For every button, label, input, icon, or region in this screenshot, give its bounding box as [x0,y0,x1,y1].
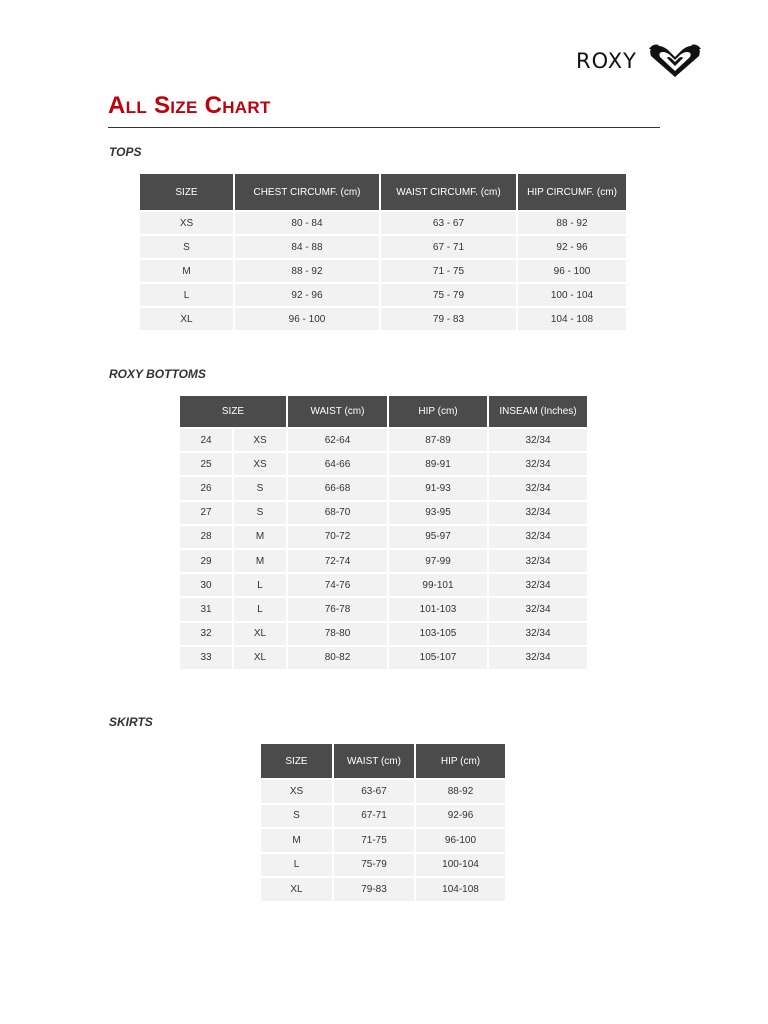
tops-header-cell: HIP CIRCUMF. (cm) [518,174,626,210]
table-cell: XS [234,429,286,451]
table-cell: 96 - 100 [518,260,626,282]
bottoms-size-table [178,394,589,671]
table-cell: 32/34 [489,429,587,451]
table-row [180,453,587,475]
table-cell: 25 [180,453,232,475]
table-cell: 62-64 [288,429,387,451]
table-cell: 96-100 [416,829,505,852]
table-cell: 32/34 [489,598,587,620]
table-cell: 72-74 [288,550,387,572]
table-cell: 32/34 [489,502,587,524]
bottoms-section-label: ROXY BOTTOMS [109,367,206,381]
table-cell: 93-95 [389,502,487,524]
table-cell: 100 - 104 [518,284,626,306]
table-cell: 68-70 [288,502,387,524]
table-cell: 84 - 88 [235,236,379,258]
table-cell: 92 - 96 [518,236,626,258]
table-cell: XS [234,453,286,475]
table-cell: 105-107 [389,647,487,669]
table-cell: 63 - 67 [381,212,516,234]
table-cell: XL [140,308,233,330]
table-cell: 26 [180,477,232,499]
page-title: All Size Chart [108,92,271,119]
table-cell: 75 - 79 [381,284,516,306]
table-cell: 24 [180,429,232,451]
roxy-heart-icon [647,44,703,78]
tops-size-table [138,172,628,332]
skirts-header-cell: WAIST (cm) [334,744,414,778]
table-cell: S [261,805,332,828]
table-cell: 79 - 83 [381,308,516,330]
table-cell: XL [234,647,286,669]
bottoms-header-cell: WAIST (cm) [288,396,387,427]
table-row [261,854,505,877]
tops-header-row [140,174,626,210]
table-cell: 97-99 [389,550,487,572]
table-cell: L [261,854,332,877]
table-cell: XL [261,878,332,901]
table-cell: 67 - 71 [381,236,516,258]
table-cell: XS [140,212,233,234]
bottoms-header-cell: SIZE [180,396,286,427]
table-cell: 66-68 [288,477,387,499]
skirts-header-cell: HIP (cm) [416,744,505,778]
table-cell: 32/34 [489,526,587,548]
table-cell: S [234,477,286,499]
table-cell: S [234,502,286,524]
table-cell: 80-82 [288,647,387,669]
table-cell: M [234,526,286,548]
table-row [180,526,587,548]
table-cell: L [234,598,286,620]
table-cell: 92-96 [416,805,505,828]
table-cell: 95-97 [389,526,487,548]
table-cell: 92 - 96 [235,284,379,306]
tops-section-label: TOPS [109,145,142,159]
table-cell: 30 [180,574,232,596]
table-cell: 29 [180,550,232,572]
table-cell: 63-67 [334,780,414,803]
table-row [140,308,626,330]
table-cell: 79-83 [334,878,414,901]
table-cell: 99-101 [389,574,487,596]
table-row [180,623,587,645]
table-cell: 32/34 [489,647,587,669]
table-cell: 27 [180,502,232,524]
table-cell: 80 - 84 [235,212,379,234]
skirts-size-table [259,742,507,903]
table-row [180,477,587,499]
brand-logo [576,44,703,78]
table-cell: 74-76 [288,574,387,596]
table-row [180,574,587,596]
table-row [180,598,587,620]
skirts-section-label: SKIRTS [109,715,153,729]
brand-name: ROXY [576,48,637,73]
table-row [261,780,505,803]
table-cell: 88-92 [416,780,505,803]
table-cell: 64-66 [288,453,387,475]
table-row [180,429,587,451]
skirts-header-cell: SIZE [261,744,332,778]
table-cell: 88 - 92 [235,260,379,282]
table-row [261,878,505,901]
table-row [140,236,626,258]
bottoms-header-cell: HIP (cm) [389,396,487,427]
table-cell: 28 [180,526,232,548]
table-cell: 89-91 [389,453,487,475]
title-divider [108,127,660,128]
table-cell: 32/34 [489,453,587,475]
table-cell: 104-108 [416,878,505,901]
table-cell: 67-71 [334,805,414,828]
table-cell: S [140,236,233,258]
table-cell: 71-75 [334,829,414,852]
table-cell: M [261,829,332,852]
table-cell: 31 [180,598,232,620]
table-cell: 78-80 [288,623,387,645]
table-cell: 88 - 92 [518,212,626,234]
table-cell: 70-72 [288,526,387,548]
table-cell: 32/34 [489,623,587,645]
table-row [180,647,587,669]
table-row [180,502,587,524]
table-row [140,284,626,306]
bottoms-header-row [180,396,587,427]
table-row [261,805,505,828]
table-row [140,260,626,282]
table-cell: M [140,260,233,282]
table-cell: 71 - 75 [381,260,516,282]
table-cell: 103-105 [389,623,487,645]
table-cell: 104 - 108 [518,308,626,330]
table-cell: 87-89 [389,429,487,451]
table-cell: M [234,550,286,572]
table-row [261,829,505,852]
table-cell: 96 - 100 [235,308,379,330]
table-cell: XS [261,780,332,803]
skirts-header-row [261,744,505,778]
table-cell: L [234,574,286,596]
table-cell: L [140,284,233,306]
tops-header-cell: SIZE [140,174,233,210]
table-cell: 100-104 [416,854,505,877]
tops-header-cell: WAIST CIRCUMF. (cm) [381,174,516,210]
table-cell: 32/34 [489,574,587,596]
table-cell: 91-93 [389,477,487,499]
table-cell: 75-79 [334,854,414,877]
table-cell: 32/34 [489,550,587,572]
table-cell: XL [234,623,286,645]
table-row [140,212,626,234]
table-cell: 33 [180,647,232,669]
tops-header-cell: CHEST CIRCUMF. (cm) [235,174,379,210]
table-cell: 76-78 [288,598,387,620]
table-cell: 32 [180,623,232,645]
bottoms-header-cell: INSEAM (Inches) [489,396,587,427]
table-cell: 101-103 [389,598,487,620]
table-cell: 32/34 [489,477,587,499]
table-row [180,550,587,572]
